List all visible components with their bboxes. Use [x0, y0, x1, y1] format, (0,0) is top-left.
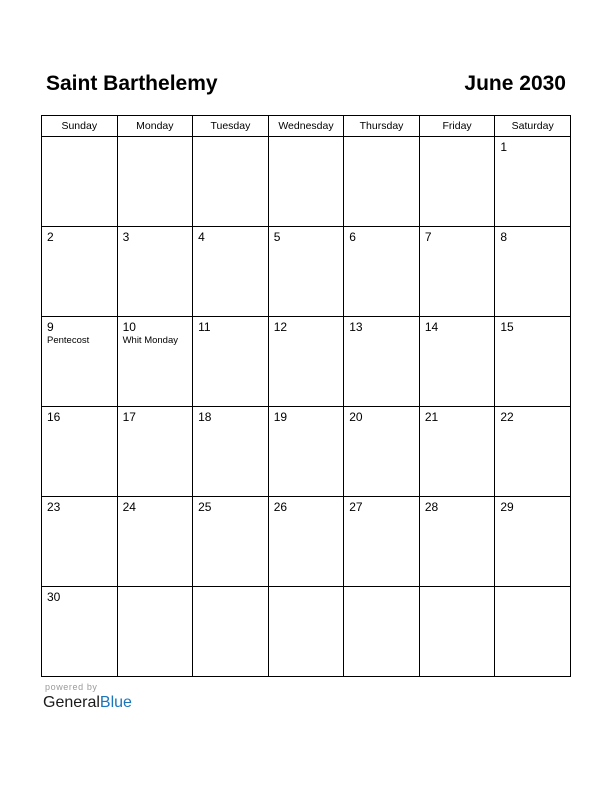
- day-cell: [344, 137, 420, 227]
- holiday-label: Whit Monday: [122, 335, 178, 346]
- day-number: 21: [424, 410, 439, 424]
- day-cell: [419, 317, 495, 407]
- day-cell: [268, 497, 344, 587]
- country-title: Saint Barthelemy: [46, 72, 218, 95]
- day-number: 7: [424, 230, 432, 244]
- brand-general: General: [43, 694, 100, 711]
- day-number: 24: [122, 500, 136, 514]
- holiday-label: Pentecost: [47, 335, 90, 346]
- day-number: 17: [122, 410, 136, 424]
- generalblue-logo[interactable]: [43, 694, 132, 712]
- day-cell: [42, 137, 118, 227]
- day-number: 9: [47, 320, 54, 334]
- calendar-body: [42, 137, 571, 677]
- day-number: 27: [349, 500, 363, 514]
- day-cell: [495, 497, 571, 587]
- day-number: 11: [198, 320, 211, 334]
- day-number: 20: [349, 410, 363, 424]
- day-cell: [193, 317, 269, 407]
- day-cell: [117, 227, 193, 317]
- day-number: 16: [47, 410, 61, 424]
- day-cell: [268, 227, 344, 317]
- day-number: 14: [424, 320, 439, 334]
- powered-by-text: powered by: [45, 682, 98, 692]
- day-number: 6: [349, 230, 356, 244]
- day-number: 15: [500, 320, 514, 334]
- weekday-tuesday: Tuesday: [193, 116, 269, 137]
- day-cell: [268, 407, 344, 497]
- day-number: 8: [500, 230, 508, 244]
- day-cell: [268, 587, 344, 677]
- day-cell: [268, 137, 344, 227]
- day-number: 25: [198, 500, 212, 514]
- day-number: 3: [122, 230, 130, 244]
- day-cell: [344, 497, 420, 587]
- weekday-sunday: Sunday: [42, 116, 118, 137]
- day-cell: [419, 497, 495, 587]
- day-cell: [117, 317, 193, 407]
- calendar-grid: [41, 115, 571, 677]
- day-cell: [193, 137, 269, 227]
- day-number: 19: [273, 410, 288, 424]
- day-cell: [42, 497, 118, 587]
- day-number: 18: [198, 410, 212, 424]
- day-cell: [117, 137, 193, 227]
- weekday-friday: Friday: [419, 116, 495, 137]
- day-cell: [193, 497, 269, 587]
- day-number: 30: [47, 590, 61, 604]
- day-cell: [419, 407, 495, 497]
- day-cell: [344, 407, 420, 497]
- day-number: 10: [122, 320, 136, 334]
- day-cell: [419, 587, 495, 677]
- day-cell: [344, 227, 420, 317]
- week-row: [42, 227, 571, 317]
- day-cell: [42, 587, 118, 677]
- day-cell: [419, 227, 495, 317]
- day-number: 2: [47, 230, 54, 244]
- day-cell: [495, 137, 571, 227]
- week-row: [42, 497, 571, 587]
- week-row: [42, 137, 571, 227]
- day-number: 5: [273, 230, 281, 244]
- day-cell: [344, 317, 420, 407]
- day-cell: [117, 407, 193, 497]
- day-number: 23: [47, 500, 61, 514]
- weekday-header-row: [42, 116, 571, 137]
- day-number: 22: [500, 410, 514, 424]
- day-number: 29: [500, 500, 514, 514]
- day-number: 4: [198, 230, 205, 244]
- day-cell: [117, 497, 193, 587]
- day-cell: [42, 227, 118, 317]
- brand-blue: Blue: [99, 694, 132, 711]
- day-cell: [495, 587, 571, 677]
- day-cell: [495, 407, 571, 497]
- day-cell: [495, 317, 571, 407]
- day-number: 12: [273, 320, 288, 334]
- week-row: [42, 407, 571, 497]
- day-number: 26: [273, 500, 288, 514]
- month-year-title: June 2030: [464, 72, 566, 95]
- day-number: 13: [349, 320, 363, 334]
- weekday-monday: Monday: [117, 116, 193, 137]
- day-cell: [268, 317, 344, 407]
- day-cell: [42, 407, 118, 497]
- week-row: [42, 587, 571, 677]
- day-cell: [193, 227, 269, 317]
- day-cell: [193, 407, 269, 497]
- day-cell: [193, 587, 269, 677]
- weekday-wednesday: Wednesday: [268, 116, 344, 137]
- day-cell: [344, 587, 420, 677]
- day-number: 1: [500, 140, 508, 154]
- day-cell: [495, 227, 571, 317]
- day-cell: [117, 587, 193, 677]
- weekday-saturday: Saturday: [495, 116, 571, 137]
- day-cell: [419, 137, 495, 227]
- weekday-thursday: Thursday: [344, 116, 420, 137]
- day-number: 28: [424, 500, 439, 514]
- day-cell: [42, 317, 118, 407]
- week-row: [42, 317, 571, 407]
